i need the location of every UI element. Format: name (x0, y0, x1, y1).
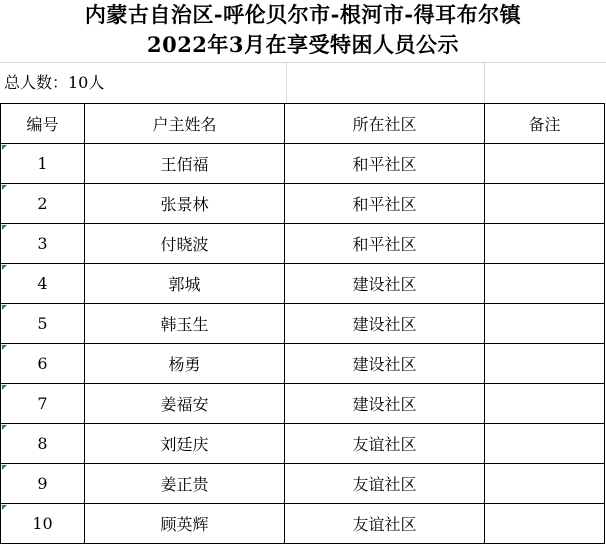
cell-community: 友谊社区 (285, 504, 485, 544)
cell-note (485, 224, 605, 264)
cell-note (485, 504, 605, 544)
cell-name: 杨勇 (85, 344, 285, 384)
cell-no: 4 (1, 264, 85, 304)
cell-no: 10 (1, 504, 85, 544)
cell-indicator-icon (2, 385, 7, 390)
cell-indicator-icon (2, 425, 7, 430)
cell-indicator-icon (2, 305, 7, 310)
header-community: 所在社区 (285, 104, 485, 144)
table-row (1, 224, 605, 264)
cell-no: 8 (1, 424, 85, 464)
cell-indicator-icon (2, 465, 7, 470)
header-name: 户主姓名 (85, 104, 285, 144)
cell-indicator-icon (2, 225, 7, 230)
table-row (1, 344, 605, 384)
cell-community: 建设社区 (285, 384, 485, 424)
table-row (1, 184, 605, 224)
cell-name: 韩玉生 (85, 304, 285, 344)
cell-no: 6 (1, 344, 85, 384)
table-row (1, 464, 605, 504)
cell-community: 和平社区 (285, 224, 485, 264)
cell-name: 王佰福 (85, 144, 285, 184)
cell-community: 友谊社区 (285, 464, 485, 504)
cell-note (485, 424, 605, 464)
cell-no: 7 (1, 384, 85, 424)
cell-note (485, 304, 605, 344)
recipients-table (0, 103, 605, 544)
cell-name: 张景林 (85, 184, 285, 224)
cell-name: 刘廷庆 (85, 424, 285, 464)
table-row (1, 264, 605, 304)
cell-community: 和平社区 (285, 144, 485, 184)
cell-indicator-icon (2, 345, 7, 350)
cell-community: 建设社区 (285, 264, 485, 304)
title-line-1: 内蒙古自治区-呼伦贝尔市-根河市-得耳布尔镇 (84, 2, 522, 27)
title-line-2: 2022年3月在享受特困人员公示 (146, 32, 460, 57)
total-count-label: 总人数：10人 (4, 73, 105, 92)
document-title (0, 0, 606, 62)
cell-no: 3 (1, 224, 85, 264)
cell-name: 姜正贵 (85, 464, 285, 504)
cell-name: 顾英辉 (85, 504, 285, 544)
cell-note (485, 464, 605, 504)
table-row (1, 424, 605, 464)
cell-indicator-icon (2, 505, 7, 510)
table-row (1, 384, 605, 424)
cell-community: 友谊社区 (285, 424, 485, 464)
table-row (1, 304, 605, 344)
grid-divider (286, 63, 287, 103)
grid-divider (484, 63, 485, 103)
cell-name: 郭城 (85, 264, 285, 304)
cell-name: 付晓波 (85, 224, 285, 264)
cell-no: 1 (1, 144, 85, 184)
cell-name: 姜福安 (85, 384, 285, 424)
cell-note (485, 264, 605, 304)
table-header-row (1, 104, 605, 144)
cell-community: 建设社区 (285, 304, 485, 344)
cell-community: 和平社区 (285, 184, 485, 224)
cell-no: 5 (1, 304, 85, 344)
cell-note (485, 384, 605, 424)
table-row (1, 504, 605, 544)
cell-note (485, 144, 605, 184)
cell-indicator-icon (2, 265, 7, 270)
cell-no: 9 (1, 464, 85, 504)
header-note: 备注 (485, 104, 605, 144)
cell-note (485, 184, 605, 224)
table-row (1, 144, 605, 184)
cell-indicator-icon (2, 185, 7, 190)
cell-indicator-icon (2, 145, 7, 150)
summary-row (0, 62, 606, 103)
cell-note (485, 344, 605, 384)
cell-community: 建设社区 (285, 344, 485, 384)
header-no: 编号 (1, 104, 85, 144)
cell-no: 2 (1, 184, 85, 224)
